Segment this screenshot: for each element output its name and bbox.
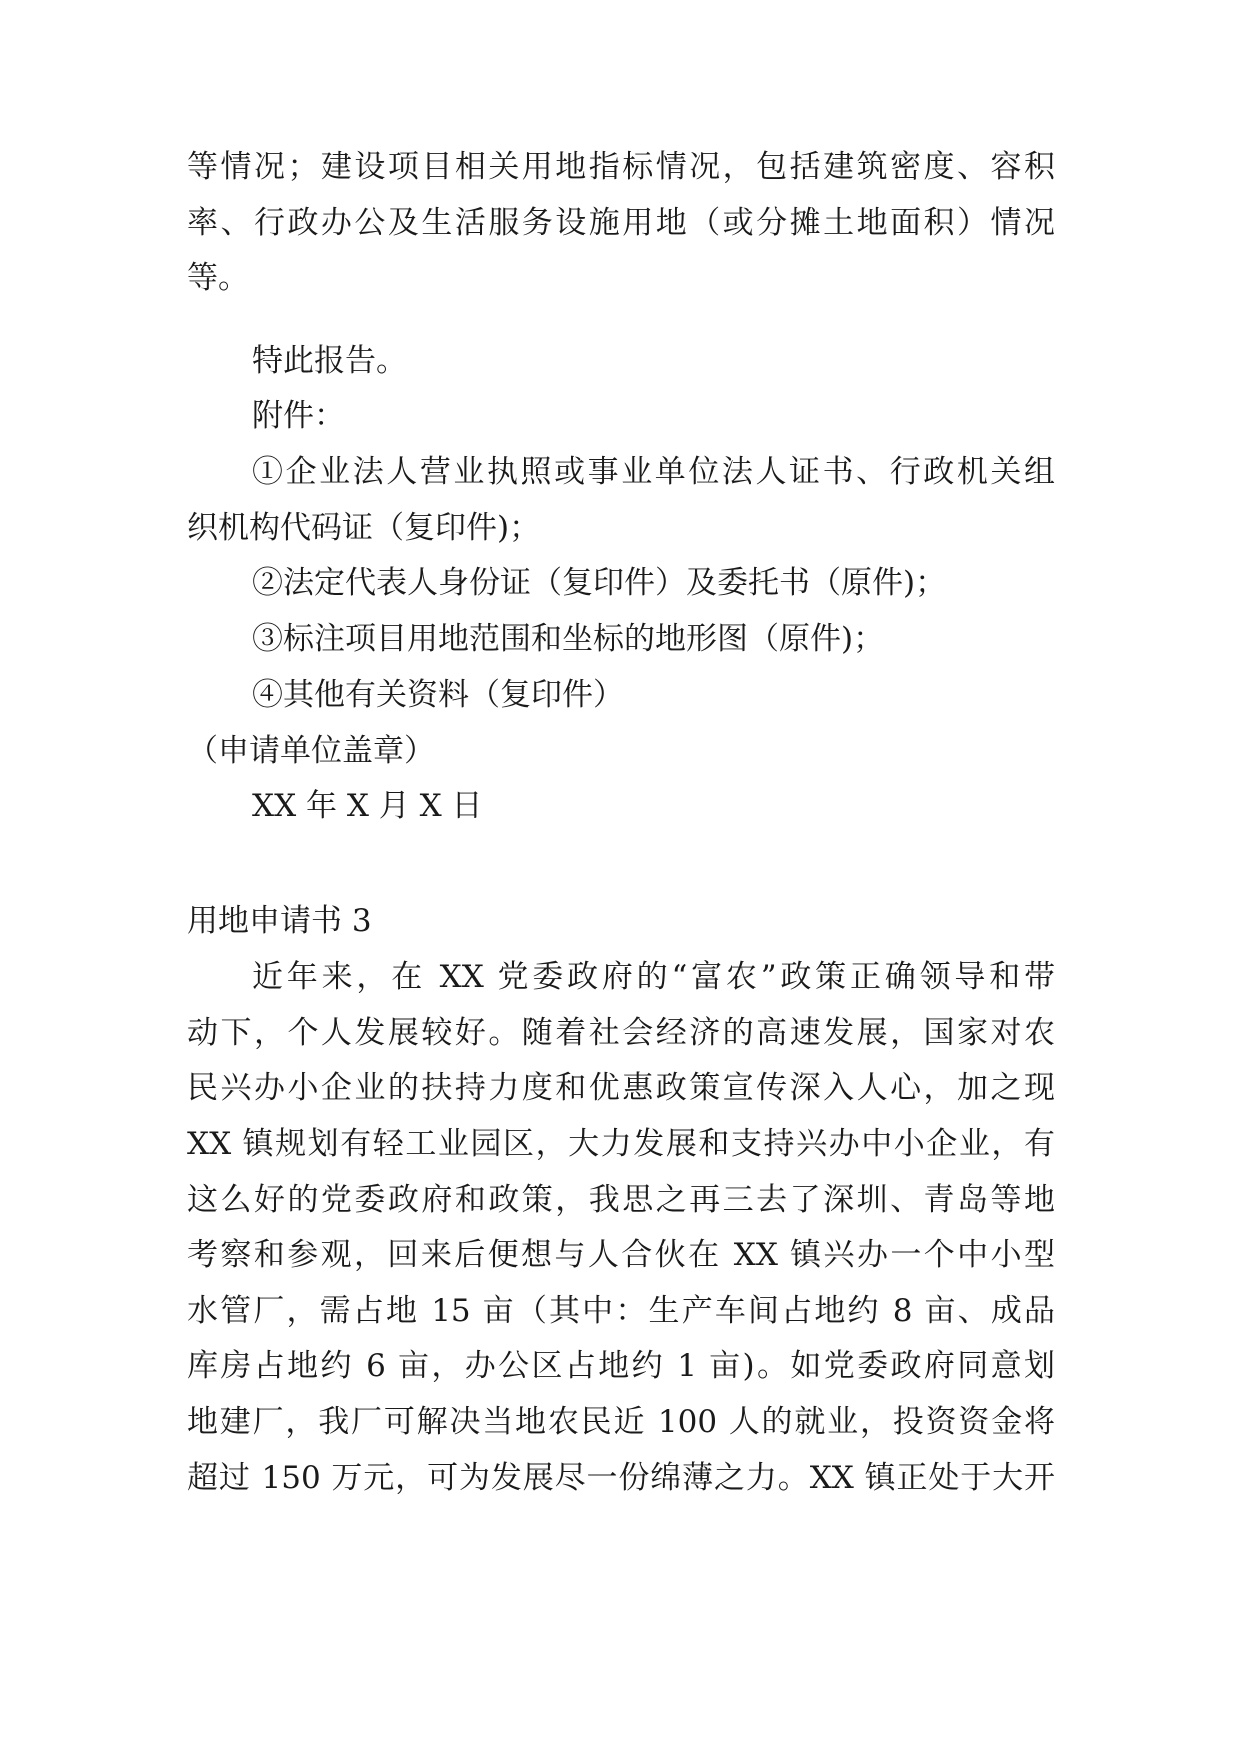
paragraph-line: 等。 (187, 260, 249, 296)
paragraph-line: 近年来，在 XX 党委政府的“富农”政策正确领导和带 (252, 959, 1055, 995)
paragraph-line: 考察和参观，回来后便想与人合伙在 XX 镇兴办一个中小型 (187, 1237, 1055, 1273)
attachment-item: ②法定代表人身份证（复印件）及委托书（原件)； (252, 565, 947, 601)
paragraph-line: XX 镇规划有轻工业园区，大力发展和支持兴办中小企业，有 (187, 1126, 1055, 1162)
paragraph-line: 率、行政办公及生活服务设施用地（或分摊土地面积）情况 (187, 205, 1055, 241)
attachment-item: 织机构代码证（复印件)； (187, 510, 541, 546)
paragraph-line: 地建厂，我厂可解决当地农民近 100 人的就业，投资资金将 (187, 1404, 1055, 1440)
paragraph-line: 水管厂，需占地 15 亩（其中：生产车间占地约 8 亩、成品 (187, 1293, 1055, 1329)
paragraph-line: 等情况；建设项目相关用地指标情况，包括建筑密度、容积 (187, 149, 1055, 185)
paragraph-line: 动下，个人发展较好。随着社会经济的高速发展，国家对农 (187, 1015, 1055, 1051)
paragraph-line: 民兴办小企业的扶持力度和优惠政策宣传深入人心，加之现 (187, 1070, 1055, 1106)
paragraph-line: 库房占地约 6 亩，办公区占地约 1 亩)。如党委政府同意划 (187, 1348, 1055, 1384)
attachments-label: 附件： (252, 398, 345, 434)
paragraph-line: 这么好的党委政府和政策，我思之再三去了深圳、青岛等地 (187, 1182, 1055, 1218)
attachment-item: ③标注项目用地范围和坐标的地形图（原件)； (252, 621, 885, 657)
attachment-item: ④其他有关资料（复印件） (252, 677, 624, 713)
section-title: 用地申请书 3 (187, 903, 372, 939)
attachment-item: ①企业法人营业执照或事业单位法人证书、行政机关组 (252, 454, 1055, 490)
paragraph-line: 超过 150 万元，可为发展尽一份绵薄之力。XX 镇正处于大开 (187, 1460, 1055, 1496)
date-line: XX 年 X 月 X 日 (252, 788, 483, 824)
closing-line: 特此报告。 (252, 343, 407, 379)
seal-line: （申请单位盖章） (187, 733, 435, 769)
